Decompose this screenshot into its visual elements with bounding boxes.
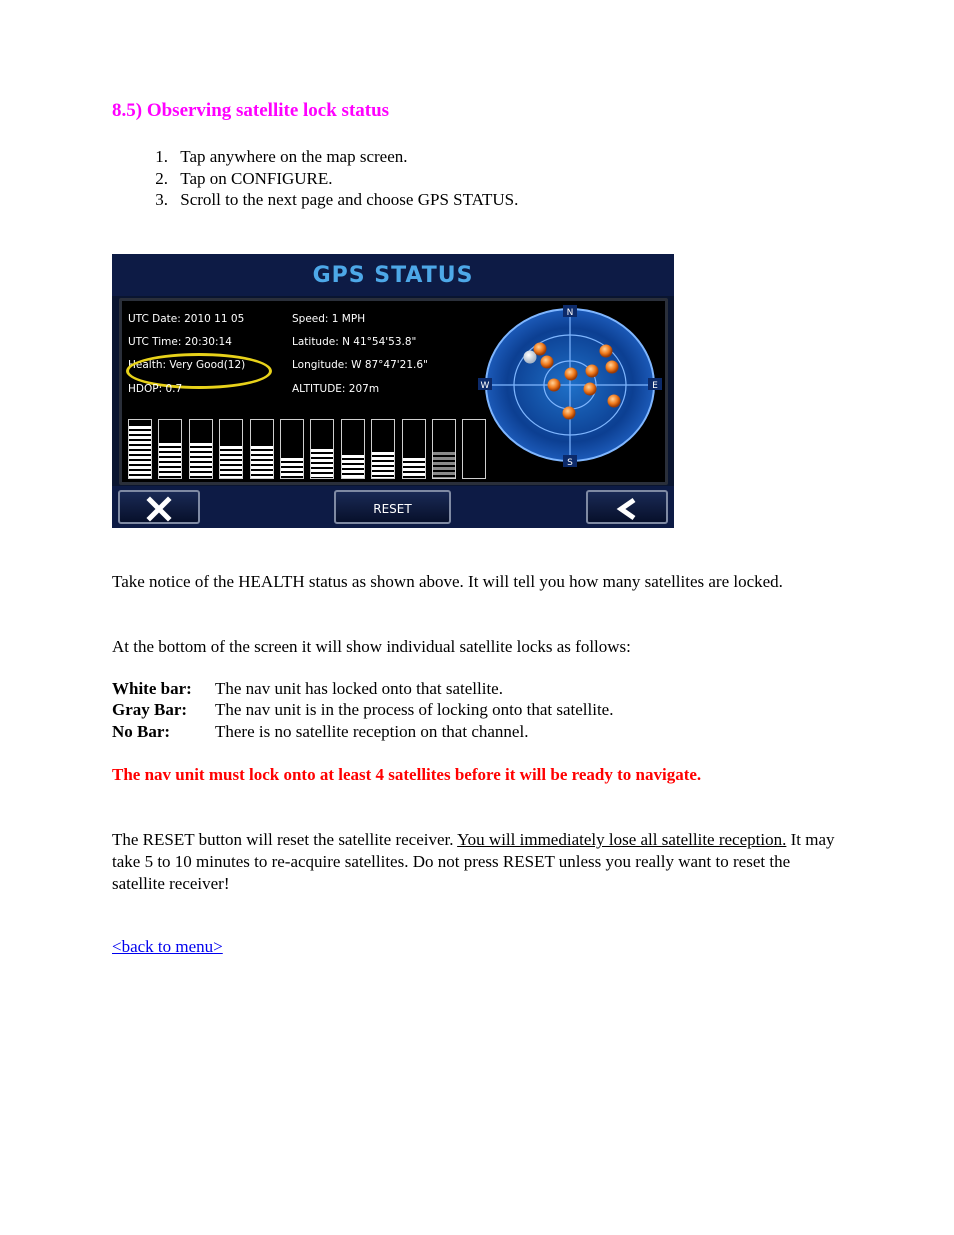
definition-no-bar [112, 722, 528, 742]
signal-bar-fill [159, 443, 181, 478]
gps-status-screenshot [112, 254, 674, 528]
gps-info-panel [119, 298, 668, 485]
health-paragraph: Take notice of the HEALTH status as shown above. It will tell you how many satellites are locked. [112, 572, 783, 591]
definition-desc: The nav unit is in the process of locking onto that satellite. [215, 700, 614, 719]
step-2 [112, 169, 333, 189]
reset-warning-underlined: You will immediately lose all satellite reception. [457, 830, 787, 849]
signal-bar [219, 419, 243, 479]
signal-bar-fill [433, 452, 455, 478]
reset-text-part1: The RESET button will reset the satellite receiver. [112, 830, 458, 849]
step-1 [112, 147, 408, 167]
signal-bar [250, 419, 274, 479]
reset-paragraph [112, 829, 842, 895]
utc-date: UTC Date: 2010 11 05 [128, 313, 245, 325]
definition-term: Gray Bar: [112, 700, 188, 719]
signal-bar-fill [220, 446, 242, 478]
compass-north: N [566, 308, 574, 318]
gps-screen-title: GPS STATUS [112, 254, 674, 296]
signal-bar-fill [281, 458, 303, 478]
signal-bar-fill [403, 458, 425, 478]
section-heading: 8.5) Observing satellite lock status [112, 100, 390, 121]
definition-gray-bar [112, 700, 613, 720]
utc-time: UTC Time: 20:30:14 [128, 336, 232, 348]
compass-east: E [652, 381, 658, 391]
signal-bar [371, 419, 395, 479]
altitude: ALTITUDE: 207m [292, 383, 380, 395]
signal-bar [341, 419, 365, 479]
satellite-dot [565, 368, 578, 381]
speed: Speed: 1 MPH [292, 313, 366, 325]
latitude: Latitude: N 41°54'53.8" [292, 336, 417, 348]
definition-term: No Bar: [112, 722, 171, 741]
definition-desc: The nav unit has locked onto that satellite. [215, 679, 503, 698]
satellite-dot [548, 379, 561, 392]
back-to-menu-link[interactable]: <back to menu> [112, 937, 223, 956]
definition-term: White bar: [112, 679, 192, 698]
longitude: Longitude: W 87°47'21.6" [292, 359, 428, 371]
gps-button-bar [112, 486, 674, 528]
step-number: 1. [155, 147, 168, 166]
compass-west: W [480, 381, 490, 391]
health-status: Health: Very Good(12) [128, 359, 246, 371]
signal-bar-fill [129, 426, 151, 478]
satellite-dot [584, 383, 597, 396]
back-arrow-icon [612, 494, 642, 524]
definition-desc: There is no satellite reception on that channel. [215, 722, 529, 741]
hdop: HDOP: 0.7 [128, 383, 183, 395]
bars-intro-paragraph: At the bottom of the screen it will show individual satellite locks as follows: [112, 637, 631, 656]
definition-white-bar [112, 679, 503, 699]
close-icon [144, 494, 174, 524]
signal-bar [402, 419, 426, 479]
satellite-dot [563, 407, 576, 420]
compass-south: S [567, 458, 573, 468]
back-button[interactable] [586, 490, 668, 524]
signal-bar-fill [311, 449, 333, 478]
signal-bar [189, 419, 213, 479]
signal-bar [128, 419, 152, 479]
step-3 [112, 190, 518, 210]
satellite-dot [606, 361, 619, 374]
signal-bar-fill [372, 452, 394, 478]
satellite-dot [600, 345, 613, 358]
satellite-dot [541, 356, 554, 369]
sky-view-radar [478, 305, 664, 473]
satellite-dot [586, 365, 599, 378]
signal-bar [432, 419, 456, 479]
reset-button[interactable]: RESET [334, 490, 451, 524]
signal-bar-fill [190, 443, 212, 478]
step-text: Tap on CONFIGURE. [180, 169, 333, 188]
signal-bar [280, 419, 304, 479]
signal-bar-fill [342, 455, 364, 478]
step-text: Scroll to the next page and choose GPS STATUS. [180, 190, 519, 209]
signal-bar [158, 419, 182, 479]
step-number: 2. [155, 169, 168, 188]
close-button[interactable] [118, 490, 200, 524]
step-text: Tap anywhere on the map screen. [180, 147, 408, 166]
satellite-dot [608, 395, 621, 408]
signal-bar [310, 419, 334, 479]
satellite-dot [534, 343, 547, 356]
warning-text: The nav unit must lock onto at least 4 satellites before it will be ready to navigate. [112, 765, 702, 784]
step-number: 3. [155, 190, 168, 209]
signal-bar-fill [251, 446, 273, 478]
reset-text-part2: It may take 5 to 10 minutes to re-acquire satellites. Do not press RESET unless you really want to reset the satellite receiver! [112, 830, 835, 893]
